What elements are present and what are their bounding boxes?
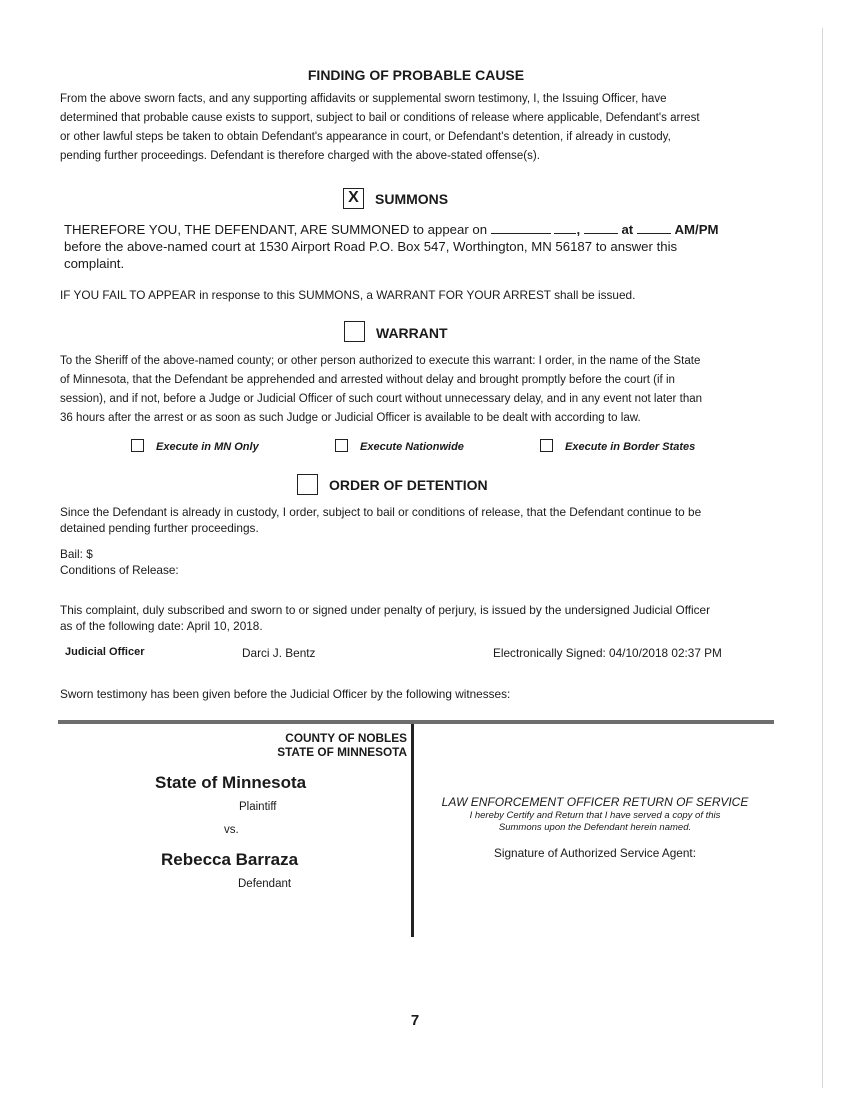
service-agent-signature-label: Signature of Authorized Service Agent: <box>494 846 696 860</box>
county-name: COUNTY OF NOBLES <box>285 731 407 745</box>
probable-cause-line: From the above sworn facts, and any supporting affidavits or supplemental sworn testimony, I, the Issuing Officer, have <box>60 93 667 105</box>
detention-line: Since the Defendant is already in custody, I order, subject to bail or conditions of release, that the Defendant continue to be <box>60 505 702 519</box>
warrant-text <box>60 352 776 428</box>
execute-border-states-checkbox[interactable] <box>540 439 553 452</box>
execute-nationwide-label: Execute Nationwide <box>360 441 464 453</box>
appear-year-blank <box>584 222 618 234</box>
probable-cause-line: pending further proceedings. Defendant is therefore charged with the above-stated offense(s). <box>60 150 540 162</box>
probable-cause-text <box>60 90 776 166</box>
summons-checkbox[interactable] <box>343 188 364 209</box>
warrant-heading: WARRANT <box>376 325 448 341</box>
summons-comma: , <box>576 222 581 237</box>
probable-cause-line: or other lawful steps be taken to obtain Defendant's appearance in court, or Defendant's detention, if already in custody, <box>60 131 671 143</box>
summons-appear-text: THEREFORE YOU, THE DEFENDANT, ARE SUMMONED to appear on <box>64 222 488 237</box>
versus-label: vs. <box>224 824 239 836</box>
probable-cause-heading: FINDING OF PROBABLE CAUSE <box>307 67 525 83</box>
page-number: 7 <box>410 1012 420 1029</box>
summons-court-text <box>64 238 677 272</box>
appear-day-blank <box>554 222 576 234</box>
caption-top-rule <box>58 720 774 724</box>
detention-checkbox[interactable] <box>297 474 318 495</box>
issuance-line: as of the following date: April 10, 2018. <box>60 619 263 633</box>
judicial-officer-name: Darci J. Bentz <box>242 646 316 660</box>
summons-court-line: before the above-named court at 1530 Airport Road P.O. Box 547, Worthington, MN 56187 to answer this <box>64 239 678 254</box>
issuance-text <box>60 602 776 634</box>
caption-divider <box>411 724 414 937</box>
warrant-checkbox[interactable] <box>344 321 365 342</box>
defendant-name: Rebecca Barraza <box>161 850 299 869</box>
summons-ampm: AM/PM <box>674 222 719 237</box>
bail-label: Bail: $ <box>60 547 93 561</box>
probable-cause-line: determined that probable cause exists to support, subject to bail or conditions of release where applicable, Defendant's arrest <box>60 112 700 124</box>
plaintiff-name: State of Minnesota <box>155 773 307 792</box>
execute-mn-only-checkbox[interactable] <box>131 439 144 452</box>
return-of-service-certification <box>420 810 770 834</box>
warrant-line: To the Sheriff of the above-named county; or other person authorized to execute this warrant: I order, in the name of the State <box>60 355 701 367</box>
summons-court-line: complaint. <box>64 256 125 271</box>
execute-border-states-label: Execute in Border States <box>565 441 696 453</box>
plaintiff-label: Plaintiff <box>239 801 277 813</box>
issuance-line: This complaint, duly subscribed and sworn to or signed under penalty of perjury, is issued by the undersigned Judicial Officer <box>60 603 711 617</box>
appear-month-blank <box>491 222 551 234</box>
defendant-label: Defendant <box>238 878 292 890</box>
summons-appear-line <box>64 221 719 238</box>
summons-at: at <box>621 222 634 237</box>
conditions-of-release-label: Conditions of Release: <box>60 563 179 577</box>
return-line: Summons upon the Defendant herein named. <box>498 822 692 833</box>
venue-block <box>200 731 407 759</box>
detention-line: detained pending further proceedings. <box>60 521 259 535</box>
state-name: STATE OF MINNESOTA <box>277 745 407 759</box>
electronic-signature: Electronically Signed: 04/10/2018 02:37 PM <box>493 646 722 660</box>
warrant-line: 36 hours after the arrest or as soon as such Judge or Judicial Officer is available to be dealt with according to law. <box>60 412 641 424</box>
return-line: I hereby Certify and Return that I have served a copy of this <box>469 810 721 821</box>
detention-heading: ORDER OF DETENTION <box>329 477 488 493</box>
scan-edge-line <box>822 28 823 1088</box>
warrant-line: of Minnesota, that the Defendant be apprehended and arrested without delay and brought promptly before the court (if in <box>60 374 675 386</box>
appear-time-blank <box>637 222 671 234</box>
summons-check-mark: X <box>348 189 359 206</box>
execute-mn-only-label: Execute in MN Only <box>156 441 259 453</box>
return-of-service-title: LAW ENFORCEMENT OFFICER RETURN OF SERVICE <box>441 795 749 809</box>
summons-heading: SUMMONS <box>375 191 449 207</box>
judicial-officer-label: Judicial Officer <box>65 646 145 658</box>
fail-to-appear-notice: IF YOU FAIL TO APPEAR in response to this SUMMONS, a WARRANT FOR YOUR ARREST shall be issued. <box>60 288 636 302</box>
warrant-line: session), and if not, before a Judge or Judicial Officer of such court without unnecessary delay, and in any event not later than <box>60 393 703 405</box>
witnesses-text: Sworn testimony has been given before the Judicial Officer by the following witnesses: <box>60 687 511 701</box>
detention-text <box>60 504 776 536</box>
execute-nationwide-checkbox[interactable] <box>335 439 348 452</box>
